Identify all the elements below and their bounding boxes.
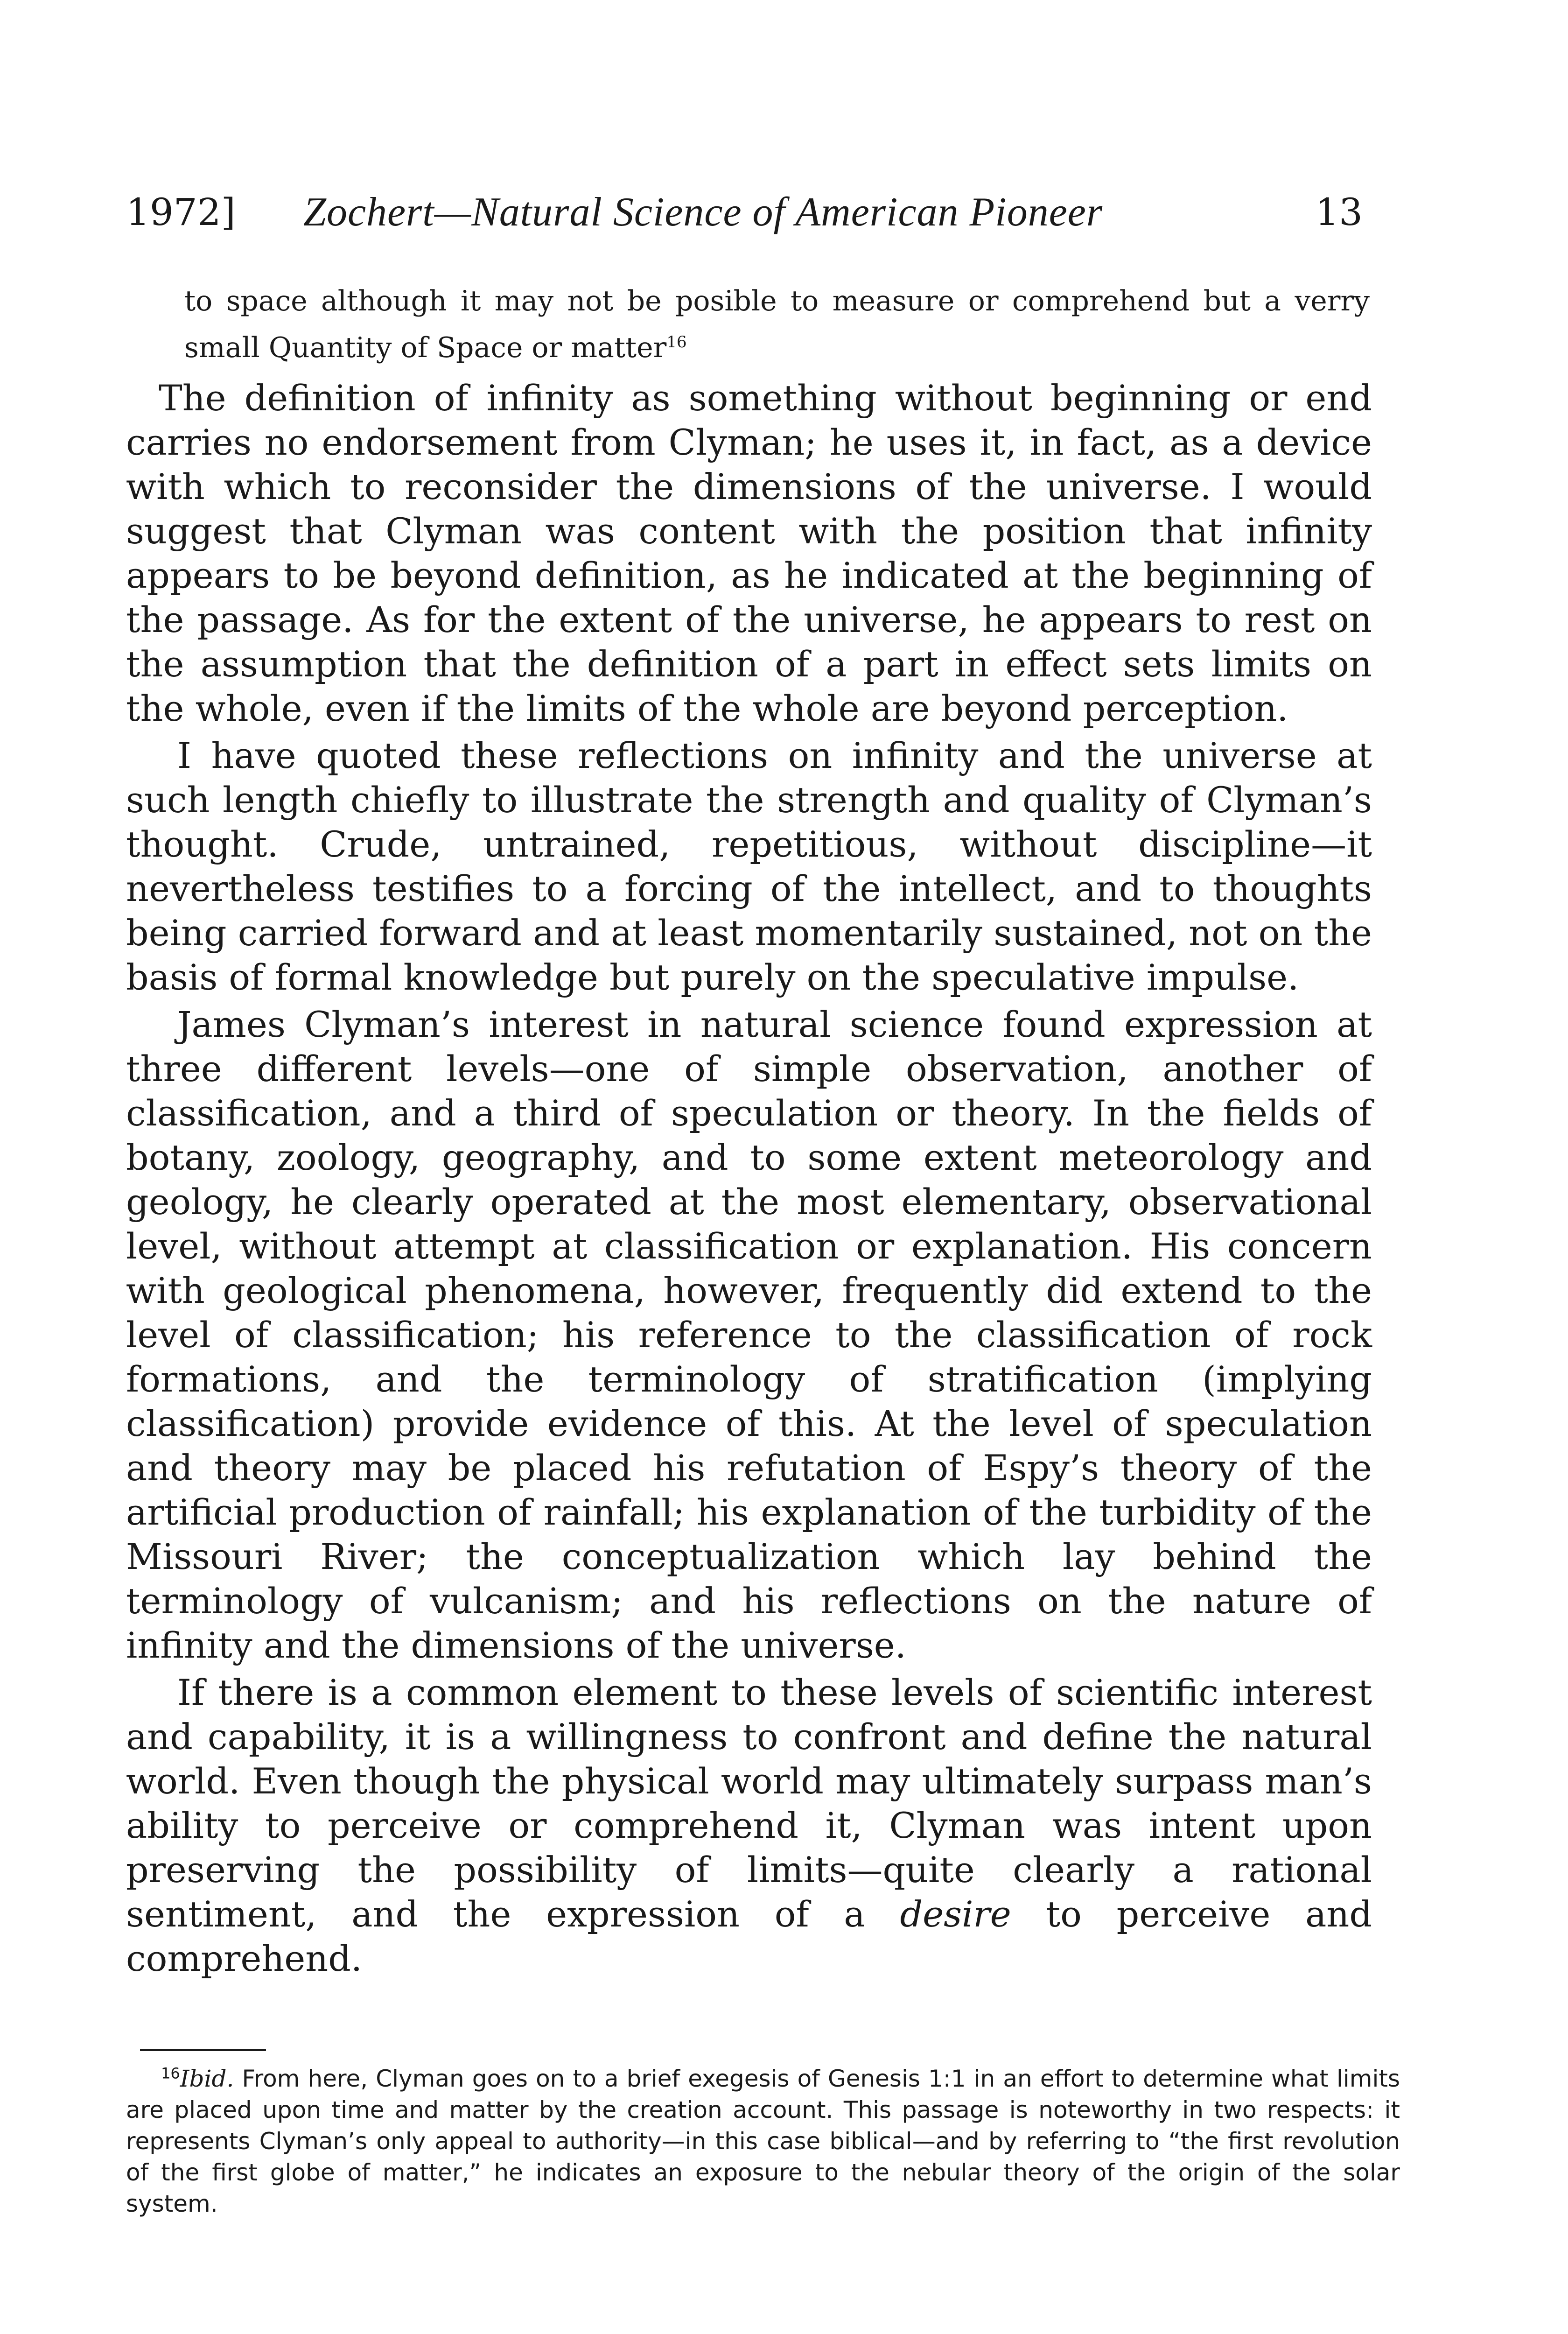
block-quote [184,278,1370,371]
block-quote-text: to space although it may not be posible to measure or comprehend but a verry small Quantity of Space or matter [184,285,1370,364]
running-head-year: 1972] [126,190,236,234]
footnote-number: 16 [161,2064,180,2082]
footnote-divider [140,2049,266,2051]
body-paragraph: I have quoted these reflections on infinity and the universe at such length chiefly to illustrate the strength and quality of Clyman’s thought. Crude, untrained, repetitious, without discipline—it nevertheless testifies to a forcing of the intellect, and to thoughts being carried forward and at least momentarily sustained, not on the basis of formal knowledge but purely on the speculative impulse. [126,735,1372,998]
footnote-reference: 16 [666,333,687,352]
body-paragraph: James Clyman’s interest in natural science found expression at three different levels—one of simple observation, another of classification, and a third of speculation or theory. In the fields of botany, zoology, geography, and to some extent meteorology and geology, he clearly operated at the most elementary, observational level, without attempt at classification or explanation. His concern with geological phenomena, however, frequently did extend to the level of classification; his reference to the classification of rock formations, and the terminology of stratification (implying classification) provide evidence of this. At the level of speculation and theory may be placed his refutation of Espy’s theory of the artificial production of rainfall; his explanation of the turbidity of the Missouri River; the conceptualization which lay behind the terminology of vulcanism; and his reflections on the nature of infinity and the dimensions of the universe. [126,1004,1372,1666]
footnote-text: From here, Clyman goes on to a brief exegesis of Genesis 1:1 in an effort to determine what limits are placed upon time and matter by the creation account. This passage is noteworthy in two respects: it represents Clyman’s only appeal to authority—in this case biblical—and by referring to “the first revolution of the first globe of matter,” he indicates an exposure to the nebular theory of the origin of the solar system. [126,2065,1400,2217]
emphasized-word: desire [900,1893,1011,1935]
footnote-citation: Ibid. [180,2065,234,2092]
last-paragraph-text-end: to perceive and comprehend. [126,1893,1372,1979]
running-head [126,187,1367,238]
last-paragraph-text-start: If there is a common element to these levels of scientific interest and capability, it is a willingness to confront and define the natural world. Even though the physical world may ultimately surpass man’s ability to perceive or comprehend it, Clyman was intent upon preserving the possibility of limits—quite clearly a rational sentiment, and the expression of a [126,1672,1372,1935]
page-number: 13 [1315,190,1363,234]
footnote [126,2063,1400,2220]
body-text [126,376,1372,1983]
running-head-title: Zochert—Natural Science of American Pioneer [303,190,1103,235]
body-paragraph: The definition of infinity as something without beginning or end carries no endorsement from Clyman; he uses it, in fact, as a device with which to reconsider the dimensions of the universe. I would suggest that Clyman was content with the position that infinity appears to be beyond definition, as he indicated at the beginning of the passage. As for the extent of the universe, he appears to rest on the assumption that the definition of a part in effect sets limits on the whole, even if the limits of the whole are beyond perception. [126,377,1372,729]
footnotes [126,2063,1400,2220]
body-paragraph-last [126,1670,1372,1981]
